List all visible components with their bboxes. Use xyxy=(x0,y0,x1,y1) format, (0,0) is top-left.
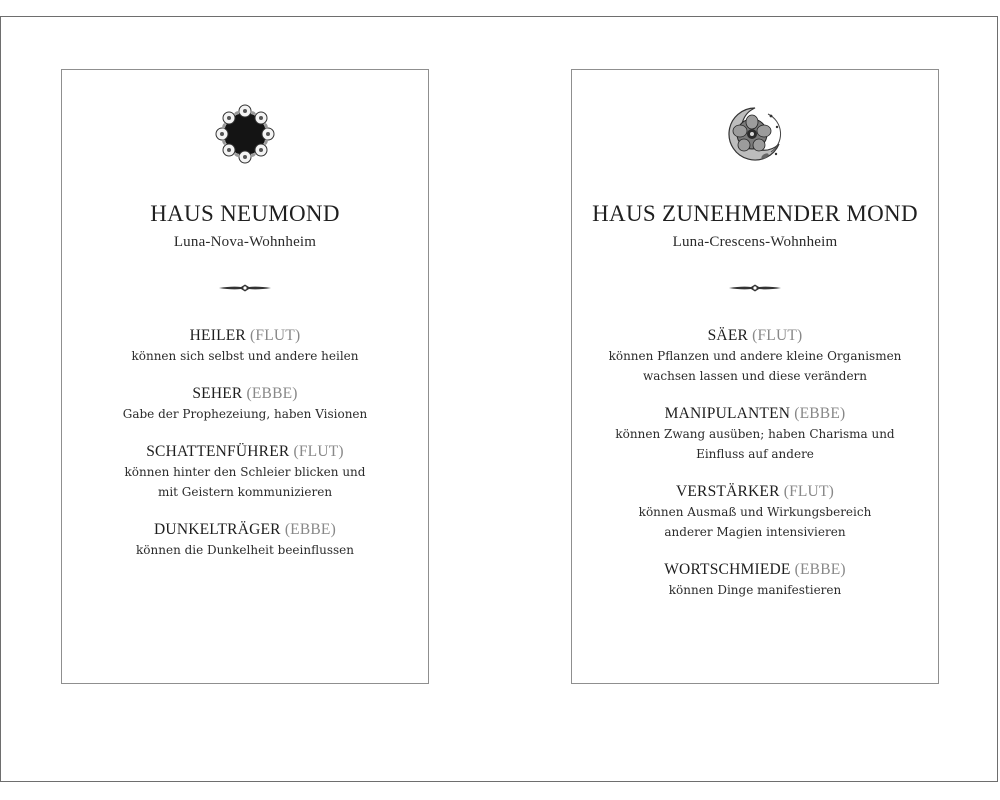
ability-name-text: MANIPULANTEN xyxy=(664,405,791,422)
ability-item xyxy=(76,384,414,424)
ability-description: können Dinge manifestieren xyxy=(668,583,842,597)
ability-item xyxy=(76,326,414,366)
ability-item xyxy=(586,482,924,542)
ability-name-text: SÄER xyxy=(707,327,749,344)
house-card-neumond xyxy=(61,69,429,684)
house-card-zunehmender-mond xyxy=(571,69,939,684)
ability-list xyxy=(76,326,414,578)
ability-item xyxy=(76,442,414,502)
ability-description: können die Dunkelheit beeinflussen xyxy=(136,543,354,557)
ability-name-text: HEILER xyxy=(189,327,246,344)
ability-name xyxy=(586,560,924,580)
ability-description: können Pflanzen und andere kleine Organismen xyxy=(608,349,902,363)
ability-type: (EBBE) xyxy=(246,385,298,402)
ability-description: mit Geistern kommunizieren xyxy=(157,485,333,499)
ability-name xyxy=(76,326,414,346)
ability-item xyxy=(586,326,924,386)
ability-type: (EBBE) xyxy=(284,521,336,538)
ability-description: können Ausmaß und Wirkungsbereich xyxy=(638,505,872,519)
ability-type: (FLUT) xyxy=(783,483,834,500)
ability-description: können sich selbst und andere heilen xyxy=(131,349,359,363)
ability-name-text: VERSTÄRKER xyxy=(676,483,780,500)
ability-item xyxy=(586,404,924,464)
ability-description: anderer Magien intensivieren xyxy=(664,525,846,539)
ability-name-text: DUNKELTRÄGER xyxy=(154,521,281,538)
ability-name-text: SCHATTENFÜHRER xyxy=(146,443,290,460)
house-title: HAUS NEUMOND xyxy=(150,201,340,226)
ornament-divider-icon xyxy=(729,283,781,293)
ability-name xyxy=(76,520,414,540)
ability-type: (EBBE) xyxy=(794,561,846,578)
house-subtitle: Luna-Nova-Wohnheim xyxy=(173,234,317,250)
ability-list xyxy=(586,326,924,618)
ability-name xyxy=(76,442,414,462)
ability-type: (FLUT) xyxy=(293,443,344,460)
house-title: HAUS ZUNEHMENDER MOND xyxy=(592,201,918,226)
ability-item xyxy=(76,520,414,560)
ability-name-text: WORTSCHMIEDE xyxy=(664,561,791,578)
ability-type: (EBBE) xyxy=(794,405,846,422)
ability-type: (FLUT) xyxy=(250,327,301,344)
ability-name-text: SEHER xyxy=(192,385,243,402)
ability-description: Gabe der Prophezeiung, haben Visionen xyxy=(122,407,368,421)
new-moon-flower-wreath-icon xyxy=(211,100,279,168)
ability-name xyxy=(586,326,924,346)
crescent-moon-flower-icon xyxy=(721,100,789,168)
ability-name xyxy=(586,404,924,424)
ability-description: Einfluss auf andere xyxy=(696,447,814,461)
ability-name xyxy=(76,384,414,404)
ability-description: können hinter den Schleier blicken und xyxy=(124,465,366,479)
ability-type: (FLUT) xyxy=(752,327,803,344)
ability-name xyxy=(586,482,924,502)
ability-description: wachsen lassen und diese verändern xyxy=(642,369,868,383)
house-subtitle: Luna-Crescens-Wohnheim xyxy=(672,234,838,250)
ability-item xyxy=(586,560,924,600)
ornament-divider-icon xyxy=(219,283,271,293)
ability-description: können Zwang ausüben; haben Charisma und xyxy=(615,427,895,441)
